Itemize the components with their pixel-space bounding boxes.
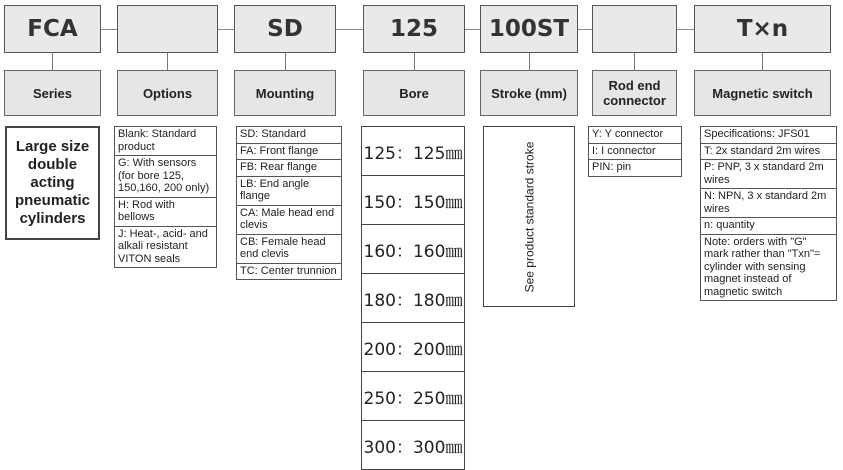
code-series: [4, 5, 101, 53]
code-rod-end: [592, 5, 677, 53]
header-stroke-label: Stroke (mm): [491, 85, 567, 101]
bore-item: 125：125㎜: [362, 127, 464, 176]
options-item: Blank: Standard product: [115, 127, 216, 156]
code-bore-text: 125: [389, 16, 438, 42]
bore-item: 180：180㎜: [362, 274, 464, 323]
options-item: G: With sensors (for bore 125, 150,160, 200 only): [115, 156, 216, 198]
switch-item: Note: orders with "G" mark rather than "Txn"= cylinder with sensing magnet instead of magnetic switch: [704, 235, 821, 298]
series-text: Large size double acting pneumatic cylinders: [14, 138, 90, 227]
header-series: [4, 70, 101, 116]
vertical-connector: [285, 53, 286, 70]
header-mounting: [234, 70, 336, 116]
options-list: [114, 126, 217, 268]
code-connector: [578, 29, 592, 30]
switch-item: T: 2x standard 2m wires: [701, 144, 836, 161]
switch-item: N: NPN, 3 x standard 2m wires: [701, 189, 836, 218]
code-options: [117, 5, 218, 53]
switch-item: Specifications: JFS01: [701, 127, 836, 144]
mounting-item: FA: Front flange: [237, 144, 341, 161]
header-magnetic-switch: [694, 70, 831, 116]
series-description: [5, 126, 100, 240]
code-mounting-text: SD: [267, 16, 303, 42]
vertical-connector: [414, 53, 415, 70]
mounting-item: FB: Rear flange: [237, 160, 341, 177]
code-connector: [336, 29, 363, 30]
header-bore: [363, 70, 465, 116]
header-switch-label: Magnetic switch: [712, 85, 813, 101]
mounting-item: CA: Male head end clevis: [237, 206, 341, 235]
code-stroke-text: 100ST: [488, 16, 570, 42]
code-mounting: [234, 5, 336, 53]
code-stroke: [480, 5, 578, 53]
stroke-text: See product standard stroke: [522, 141, 537, 292]
switch-item: n: quantity: [701, 218, 836, 235]
code-connector: [101, 29, 117, 30]
code-connector: [465, 29, 480, 30]
rod-end-item: Y: Y connector: [589, 127, 681, 144]
code-switch-text: T×n: [736, 16, 789, 42]
options-item: H: Rod with bellows: [115, 198, 216, 227]
header-rod-end-label: Rod end connector: [603, 78, 666, 108]
header-series-label: Series: [32, 85, 73, 101]
code-connector: [677, 29, 694, 30]
rod-end-item: PIN: pin: [592, 161, 632, 173]
rod-end-item: I: I connector: [589, 144, 681, 161]
bore-item: 250：250㎜: [362, 372, 464, 421]
vertical-connector: [52, 53, 53, 70]
mounting-item: LB: End angle flange: [237, 177, 341, 206]
rod-end-list: [588, 126, 682, 177]
header-options-label: Options: [142, 85, 193, 101]
stroke-box: [483, 126, 575, 307]
mounting-item: SD: Standard: [237, 127, 341, 144]
code-series-text: FCA: [27, 16, 78, 42]
bore-item: 200：200㎜: [362, 323, 464, 372]
header-bore-label: Bore: [399, 85, 429, 101]
code-bore: [363, 5, 465, 53]
code-connector: [218, 29, 234, 30]
header-mounting-label: Mounting: [255, 85, 315, 101]
magnetic-switch-list: [700, 126, 837, 301]
switch-item: P: PNP, 3 x standard 2m wires: [701, 160, 836, 189]
header-rod-end: [592, 70, 677, 116]
bore-item: 150：150㎜: [362, 176, 464, 225]
vertical-connector: [634, 53, 635, 70]
header-options: [117, 70, 218, 116]
vertical-connector: [167, 53, 168, 70]
options-item: J: Heat-, acid- and alkali resistant VITON seals: [118, 227, 208, 265]
header-stroke: [480, 70, 578, 116]
vertical-connector: [762, 53, 763, 70]
bore-list: [361, 126, 465, 470]
mounting-list: [236, 126, 342, 280]
code-magnetic-switch: [694, 5, 831, 53]
bore-item: 160：160㎜: [362, 225, 464, 274]
vertical-connector: [529, 53, 530, 70]
mounting-item: TC: Center trunnion: [240, 264, 337, 277]
mounting-item: CB: Female head end clevis: [237, 235, 341, 264]
bore-item: 300：300㎜: [363, 437, 463, 458]
